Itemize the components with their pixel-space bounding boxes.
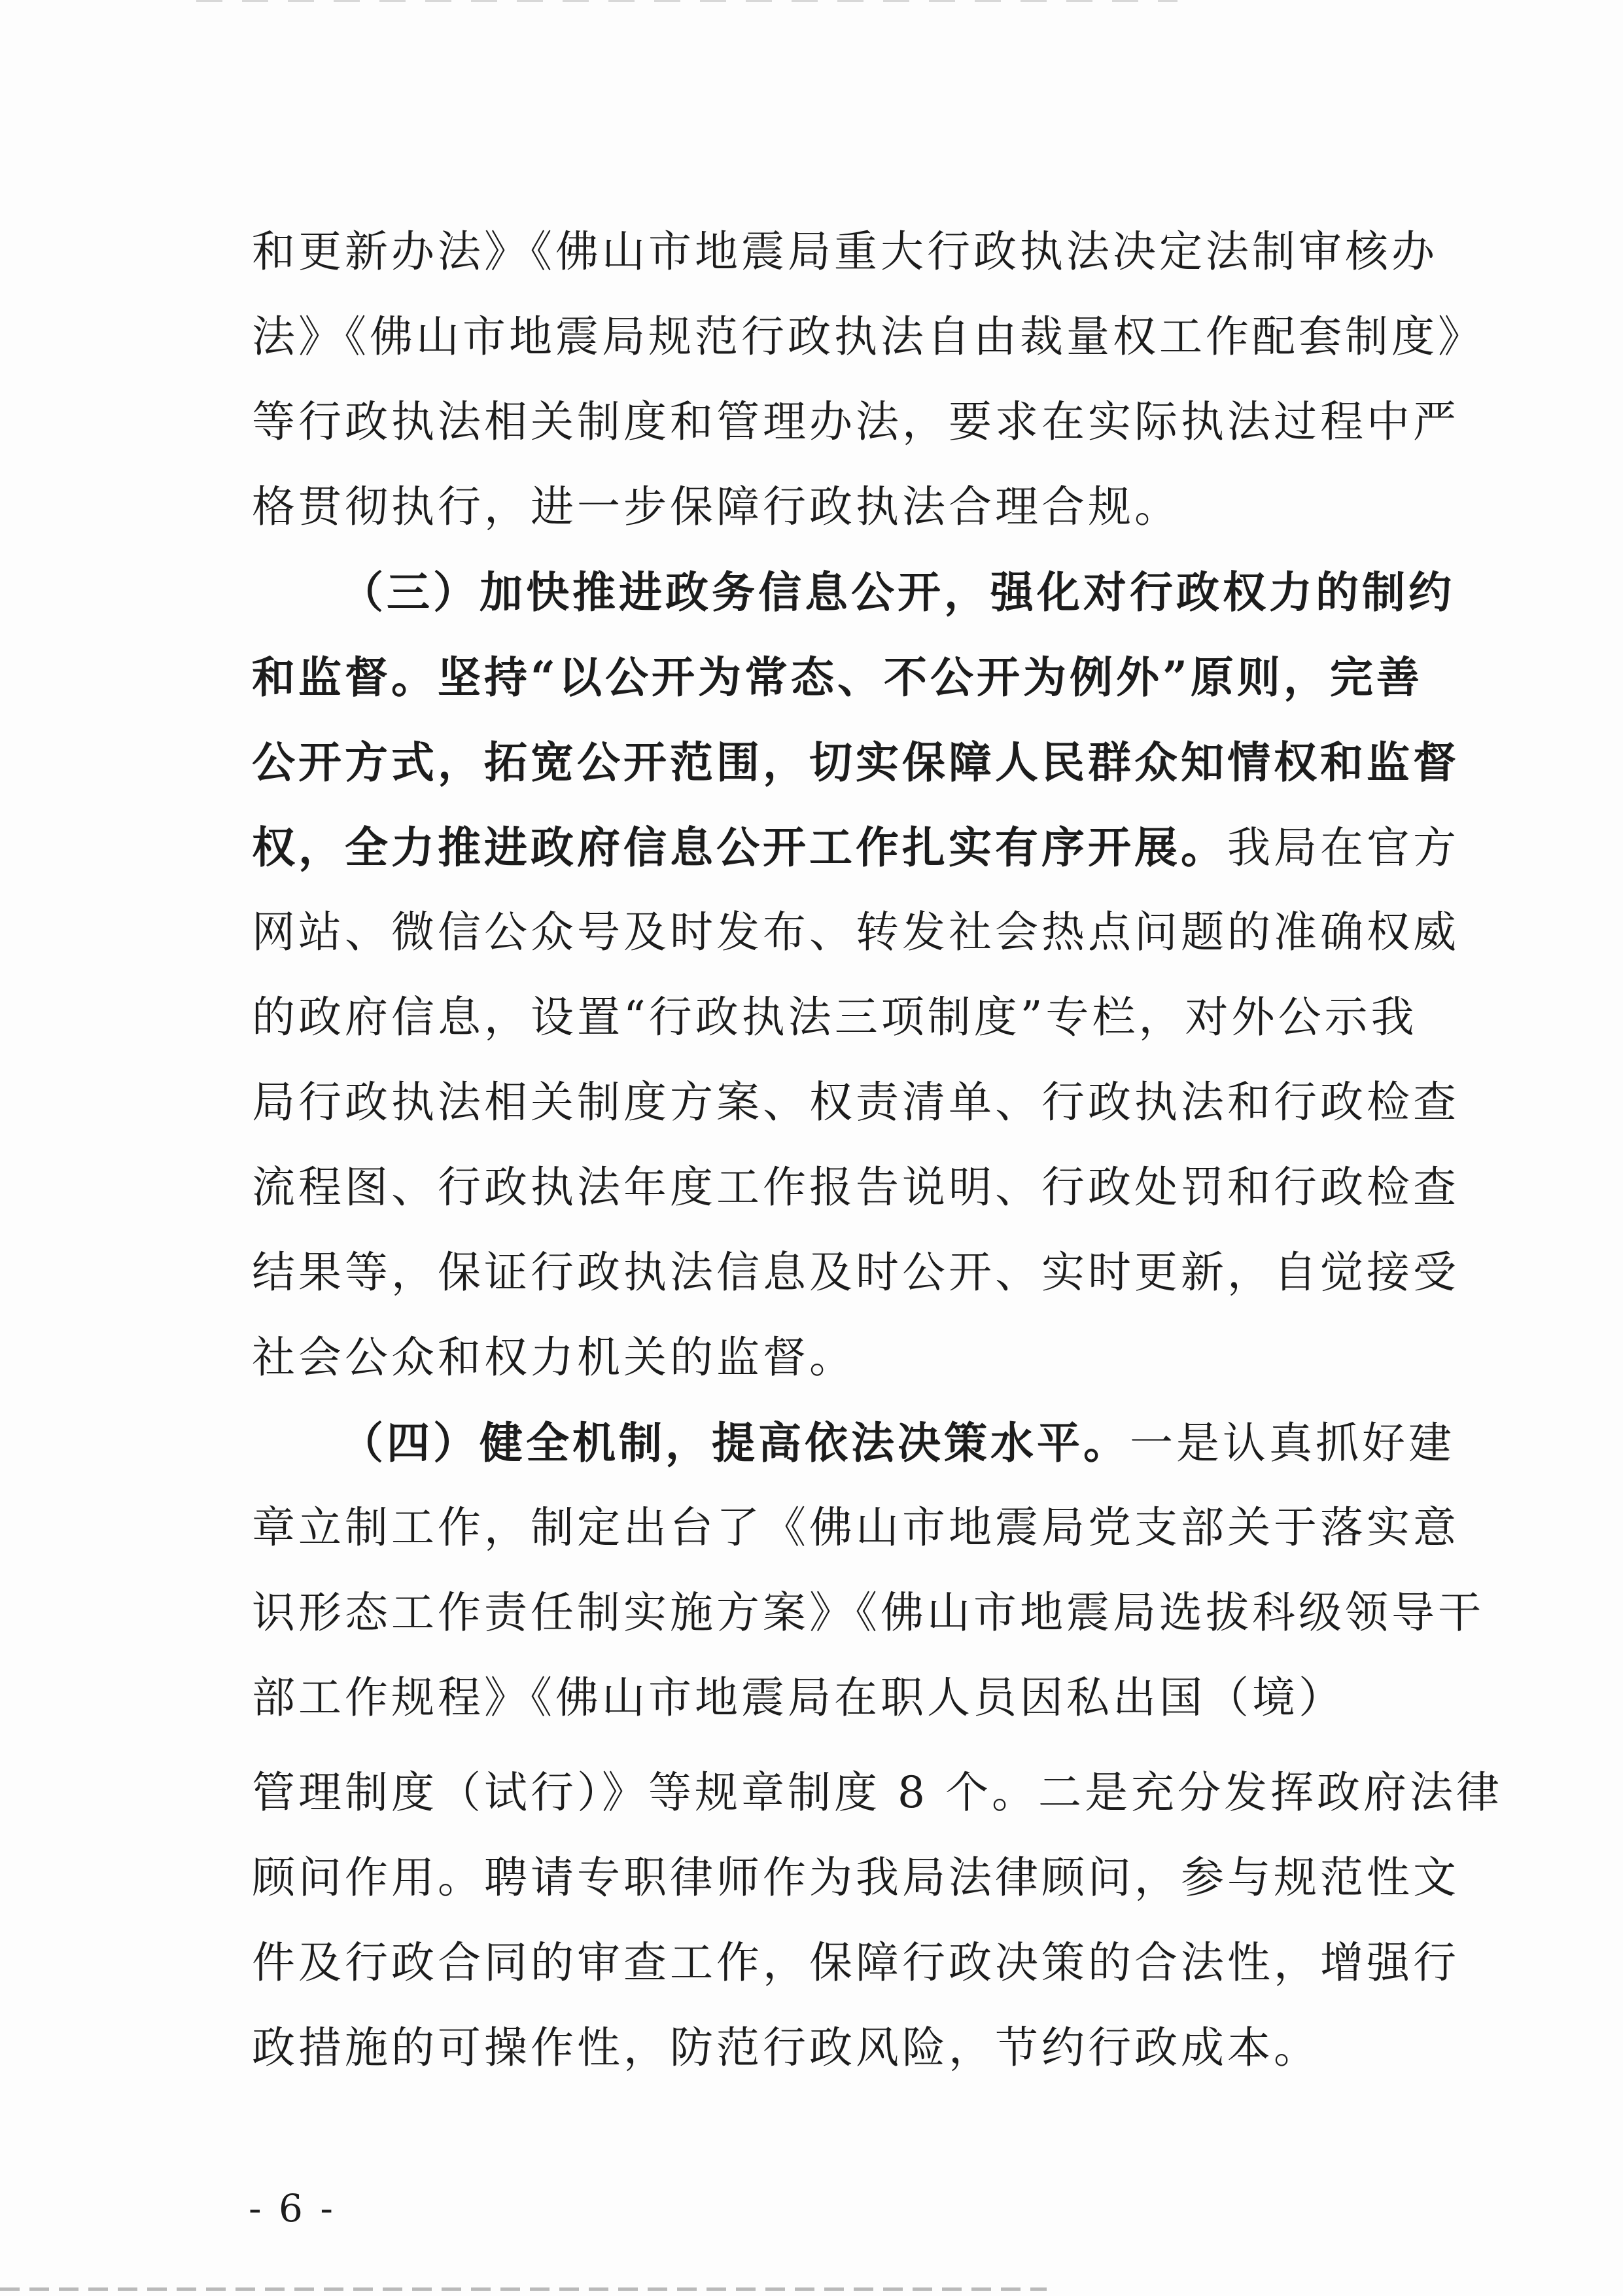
body-text-line: 管理制度（试行）》等规章制度 8 个。二是充分发挥政府法律 [252,1767,1503,1818]
body-text-line: 件及行政合同的审查工作，保障行政决策的合法性，增强行 [252,1937,1459,1988]
body-text-line: 识形态工作责任制实施方案》《佛山市地震局选拔科级领导干 [252,1587,1484,1638]
body-text-line: 法》《佛山市地震局规范行政执法自由裁量权工作配套制度》 [252,311,1484,362]
bold-text-segment: 权，全力推进政府信息公开工作扎实有序开展。 [252,822,1227,873]
body-text-line: 结果等，保证行政执法信息及时公开、实时更新，自觉接受 [252,1247,1459,1298]
scan-artifact-top [196,0,1178,2]
body-text-line: 社会公众和权力机关的监督。 [252,1332,856,1383]
scan-artifact-bottom [0,2287,1047,2291]
mixed-text-line [252,821,1459,874]
section-heading-3-line: 和监督。坚持“以公开为常态、不公开为例外”原则，完善 [252,652,1423,703]
body-text-line: 顾问作用。聘请专职律师作为我局法律顾问，参与规范性文 [252,1852,1459,1903]
body-text-segment: 一是认真抓好建 [1130,1418,1455,1468]
body-text-line: 部工作规程》《佛山市地震局在职人员因私出国（境） [252,1672,1345,1723]
body-text-line: 和更新办法》《佛山市地震局重大行政执法决定法制审核办 [252,226,1438,277]
body-text-line: 格贯彻执行，进一步保障行政执法合理合规。 [252,482,1181,532]
page-number: - 6 - [249,2186,336,2231]
body-text-line: 政措施的可操作性，防范行政风险，节约行政成本。 [252,2022,1320,2073]
body-text-line: 等行政执法相关制度和管理办法，要求在实际执法过程中严 [252,397,1459,447]
body-text-line: 的政府信息，设置“行政执法三项制度”专栏，对外公示我 [252,992,1418,1042]
body-text-line: 流程图、行政执法年度工作报告说明、行政处罚和行政检查 [252,1162,1459,1212]
body-text-segment: 我局在官方 [1227,822,1459,873]
section-heading-4: （四）健全机制，提高依法决策水平。 [340,1417,1130,1468]
mixed-text-line [340,1417,1455,1469]
body-text-line: 局行政执法相关制度方案、权责清单、行政执法和行政检查 [252,1077,1459,1127]
body-text-line: 网站、微信公众号及时发布、转发社会热点问题的准确权威 [252,907,1459,957]
section-heading-3: （三）加快推进政务信息公开，强化对行政权力的制约 [340,567,1455,618]
body-text-line: 章立制工作，制定出台了《佛山市地震局党支部关于落实意 [252,1502,1459,1553]
section-heading-3-line: 公开方式，拓宽公开范围，切实保障人民群众知情权和监督 [252,737,1459,788]
